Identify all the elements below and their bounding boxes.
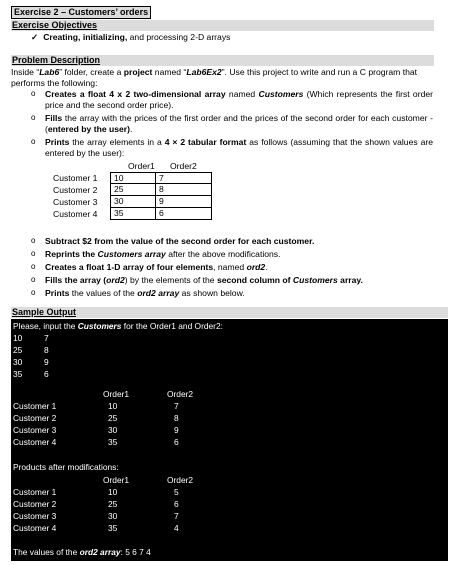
task-text: Creates a float 1-D array of four elements	[45, 262, 214, 272]
console-row-label: Customer 2	[13, 499, 57, 509]
console-cell-order2: 7	[174, 401, 179, 411]
cell-order2: 8	[155, 184, 212, 196]
cell-order1: 35	[110, 208, 156, 220]
objectives-heading: Exercise Objectives	[11, 20, 434, 31]
task-text: ord2	[106, 275, 125, 285]
task-text: named	[225, 89, 259, 99]
task-text: Fills the array (	[45, 275, 107, 285]
task-text: Customers	[292, 275, 338, 285]
col-header-order1: Order1	[128, 161, 155, 171]
console-row-label: Customer 3	[13, 425, 57, 435]
task-item	[31, 288, 433, 299]
console-cell-order1: 10	[108, 401, 118, 411]
task-text: second column of	[216, 275, 293, 285]
console-prompt	[13, 321, 223, 332]
cell-order1: 10	[110, 172, 156, 184]
ord2-bold: ord2 array	[79, 547, 121, 557]
ord2-line	[13, 547, 151, 558]
task-list-top	[31, 89, 433, 161]
intro-text: Inside “	[11, 67, 40, 77]
task-text: Prints	[45, 288, 70, 298]
console-cell-order2: 5	[174, 487, 179, 497]
bullet-icon: o	[31, 249, 36, 258]
bullet-icon: o	[31, 236, 36, 245]
bullet-icon: o	[31, 288, 36, 297]
task-item	[31, 262, 433, 273]
cell-order1: 30	[110, 196, 156, 208]
console-col-header: Order2	[167, 475, 194, 485]
task-text: , named	[213, 262, 247, 272]
console-cell-order1: 30	[108, 425, 118, 435]
task-item	[31, 137, 433, 159]
cell-order2: 7	[155, 172, 212, 184]
console-cell-order2: 6	[174, 437, 179, 447]
console-row-label: Customer 2	[13, 413, 57, 423]
console-row-label: Customer 4	[13, 437, 57, 447]
task-text: ord2	[246, 262, 266, 272]
task-text: ) by the elements of the	[124, 275, 217, 285]
row-label: Customer 1	[53, 173, 98, 183]
prompt-bold: Customers	[77, 321, 122, 331]
task-text: Creates a float 4 x 2 two-dimensional array	[45, 89, 226, 99]
bullet-icon: o	[31, 137, 36, 146]
row-label: Customer 2	[53, 185, 98, 195]
task-text: the array with the prices of the first order and the prices of the second order for each customer - (	[45, 113, 433, 134]
objective-item	[31, 32, 230, 43]
task-text: Subtract $2 from the value of the second order for each customer.	[45, 236, 315, 246]
task-item	[31, 236, 433, 247]
row-label: Customer 3	[53, 197, 98, 207]
task-text: Customers array	[97, 249, 166, 259]
bullet-icon: o	[31, 262, 36, 271]
task-text: the array elements in a	[69, 137, 165, 147]
console-col-header: Order1	[103, 475, 130, 485]
problem-heading: Problem Description	[11, 55, 434, 66]
task-text: Reprints the	[45, 249, 98, 259]
intro-text: ” folder, create a	[59, 67, 124, 77]
ord2-text: The values of the	[13, 547, 80, 557]
task-text: after the above modifications.	[165, 249, 281, 259]
sample-output-heading: Sample Output	[11, 307, 448, 318]
problem-intro	[11, 67, 436, 89]
col-header-order2: Order2	[170, 161, 197, 171]
task-text: 4 × 2 tabular format	[164, 137, 247, 147]
task-text: the values of the	[69, 288, 138, 298]
cell-order2: 9	[155, 196, 212, 208]
task-text: ord2 array	[137, 288, 180, 298]
console-row-label: Customer 4	[13, 523, 57, 533]
project-word: project	[123, 67, 153, 77]
input-value: 9	[44, 357, 49, 367]
console-col-header: Order2	[167, 389, 194, 399]
task-text: Prints	[45, 137, 70, 147]
intro-text: named “	[152, 67, 187, 77]
console-cell-order1: 25	[108, 499, 118, 509]
input-value: 7	[44, 333, 49, 343]
project-name: Lab6Ex2	[186, 67, 222, 77]
task-text: as shown below.	[179, 288, 245, 298]
task-item	[31, 275, 433, 286]
input-value: 30	[13, 357, 23, 367]
console-col-header: Order1	[103, 389, 130, 399]
console-cell-order1: 30	[108, 511, 118, 521]
task-text: Fills	[45, 113, 63, 123]
prompt-text: for the Order1 and Order2:	[121, 321, 223, 331]
task-text: (Which represents the first order price and the second order price).	[45, 89, 433, 110]
task-item	[31, 89, 433, 111]
cell-order1: 25	[110, 184, 156, 196]
console-cell-order1: 10	[108, 487, 118, 497]
objective-bold-text: Creating, initializing,	[43, 32, 128, 42]
task-item	[31, 249, 433, 260]
folder-name: Lab6	[39, 67, 60, 77]
console-output	[11, 319, 448, 561]
task-text: .	[130, 124, 133, 134]
input-value: 8	[44, 345, 49, 355]
task-text: Customers	[258, 89, 304, 99]
input-value: 10	[13, 333, 23, 343]
input-value: 6	[44, 369, 49, 379]
ord2-values: : 5 6 7 4	[120, 547, 151, 557]
console-cell-order2: 9	[174, 425, 179, 435]
input-value: 25	[13, 345, 23, 355]
console-cell-order2: 8	[174, 413, 179, 423]
console-cell-order1: 35	[108, 437, 118, 447]
task-text: .	[265, 262, 268, 272]
objective-rest-text: and processing 2-D arrays	[127, 32, 231, 42]
bullet-icon: o	[31, 275, 36, 284]
exercise-title: Exercise 2 – Customers’ orders	[11, 6, 151, 19]
console-cell-order1: 25	[108, 413, 118, 423]
console-cell-order1: 35	[108, 523, 118, 533]
task-item	[31, 113, 433, 135]
task-text: as follows (assuming that the shown values are entered by the user):	[45, 137, 433, 158]
console-row-label: Customer 3	[13, 511, 57, 521]
task-text: entered by the user)	[47, 124, 131, 134]
intro-text: ”. Use this project to write and run a C program that performs the following:	[11, 67, 418, 88]
bullet-icon: o	[31, 89, 36, 98]
example-table-header	[53, 161, 223, 172]
task-text: array.	[337, 275, 363, 285]
console-cell-order2: 6	[174, 499, 179, 509]
bullet-icon: o	[31, 113, 36, 122]
after-heading: Products after modifications:	[13, 462, 119, 472]
row-label: Customer 4	[53, 209, 98, 219]
console-cell-order2: 4	[174, 523, 179, 533]
console-row-label: Customer 1	[13, 401, 57, 411]
console-cell-order2: 7	[174, 511, 179, 521]
task-list-bottom	[31, 236, 433, 301]
console-row-label: Customer 1	[13, 487, 57, 497]
prompt-text: Please, input the	[13, 321, 78, 331]
input-value: 35	[13, 369, 23, 379]
cell-order2: 6	[155, 208, 212, 220]
check-icon: ✓	[31, 32, 39, 42]
